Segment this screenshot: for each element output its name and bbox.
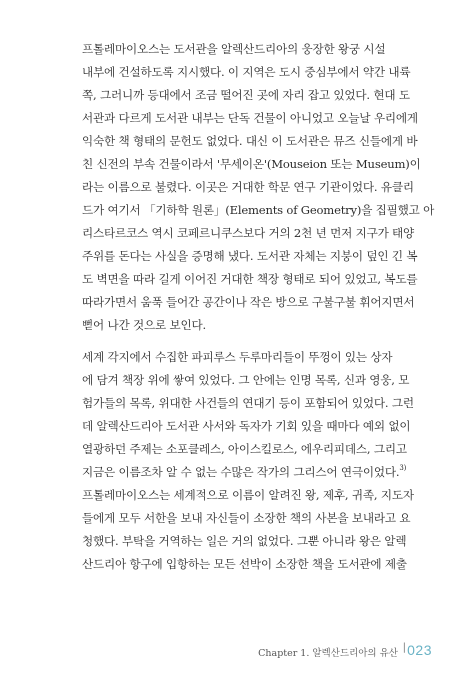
- text-line: 도 벽면을 따라 길게 이어진 거대한 책장 형태로 되어 있었고, 복도를: [82, 272, 418, 286]
- text-line: 리스타르코스 역시 코페르니쿠스보다 거의 2천 년 먼저 지구가 태양: [82, 226, 415, 240]
- text-line: 내부에 건설하도록 지시했다. 이 지역은 도시 중심부에서 약간 내륙: [82, 65, 411, 79]
- text-line: 에 담겨 책장 위에 쌓여 있었다. 그 안에는 인명 목록, 신과 영웅, 모: [82, 373, 410, 387]
- text-line: 세계 각지에서 수집한 파피루스 두루마리들이 뚜껑이 있는 상자: [82, 350, 393, 364]
- footnote-marker: 3): [399, 464, 407, 472]
- text-line: 험가들의 목록, 위대한 사건들의 연대기 등이 포함되어 있었다. 그런: [82, 396, 414, 410]
- text-line: 프톨레마이오스는 세계적으로 이름이 알려진 왕, 제후, 귀족, 지도자: [82, 488, 414, 502]
- paragraph-spacer: [82, 337, 405, 346]
- text-line: 프톨레마이오스는 도서관을 알렉산드리아의 웅장한 왕궁 시설: [82, 42, 386, 56]
- text-line: 따라가면서 움푹 들어간 공간이나 작은 방으로 구불구불 휘어지면서: [82, 295, 415, 309]
- text-line: 데 알렉산드리아 도서관 사서와 독자가 기회 있을 때마다 예외 없이: [82, 419, 411, 433]
- paragraph-3: [82, 484, 414, 576]
- text-line-content: 지금은 이름조차 알 수 없는 수많은 작가의 그리스어 연극이었다.: [82, 465, 400, 479]
- text-line: [82, 461, 405, 484]
- text-line: 들에게 모두 서한을 보내 자신들이 소장한 책의 사본을 보내라고 요: [82, 511, 411, 525]
- text-line: 익숙한 책 형태의 문헌도 없었다. 대신 이 도서관은 뮤즈 신들에게 바: [82, 134, 418, 148]
- text-line: 열광하던 주제는 소포클레스, 아이스킬로스, 에우리피데스, 그리고: [82, 442, 407, 456]
- text-line: 라는 이름으로 불렸다. 이곳은 거대한 학문 연구 기관이었다. 유클리: [82, 180, 414, 194]
- paragraph-2: [82, 346, 414, 484]
- page-number: 023: [407, 642, 432, 658]
- body-text: [82, 38, 435, 576]
- page-footer: [0, 642, 470, 662]
- text-line: 산드리아 항구에 입항하는 모든 선박이 소장한 책을 도서관에 제출: [82, 557, 407, 571]
- text-line: 뻗어 나간 것으로 보인다.: [82, 318, 206, 332]
- text-line: 쪽, 그러니까 등대에서 조금 떨어진 곳에 자리 잡고 있었다. 현대 도: [82, 88, 410, 102]
- chapter-title: Chapter 1. 알렉산드리아의 유산: [258, 648, 398, 659]
- text-line: 주위를 돈다는 사실을 증명해 냈다. 도서관 자체는 지붕이 덮인 긴 복: [82, 249, 418, 263]
- text-line: 친 신전의 부속 건물이라서 '무세이온'(Mouseion 또는 Museum)이: [82, 157, 421, 171]
- text-line: 청했다. 부탁을 거역하는 일은 거의 없었다. 그뿐 아니라 왕은 알렉: [82, 534, 407, 548]
- paragraph-1: [82, 38, 435, 337]
- text-line: 서관과 다르게 도서관 내부는 단독 건물이 아니었고 오늘날 우리에게: [82, 111, 418, 125]
- footer-separator: |: [402, 642, 406, 653]
- text-line: 드가 여기서 「기하학 원론」(Elements of Geometry)을 집필했고 아: [82, 203, 435, 217]
